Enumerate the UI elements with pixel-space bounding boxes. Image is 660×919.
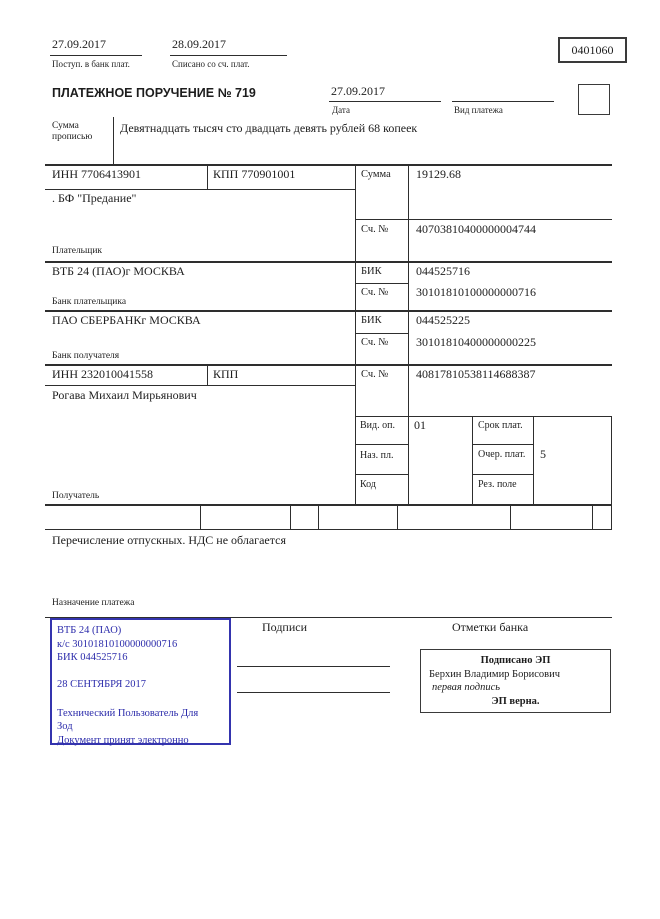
payer-kpp: КПП 770901001 bbox=[213, 167, 296, 181]
bank-stamp-title: Подписано ЭП bbox=[480, 655, 551, 666]
sum-row-underline bbox=[355, 219, 612, 220]
payee-name: Рогава Михаил Мирьянович bbox=[52, 388, 197, 402]
signature-line-2 bbox=[237, 692, 390, 693]
payer-section-line bbox=[45, 261, 612, 263]
table-top-line bbox=[45, 164, 612, 166]
stamp-user: Технический Пользователь Для Зод bbox=[57, 707, 199, 733]
op-section-top-line bbox=[355, 416, 612, 417]
fields-row-bottom-line bbox=[45, 529, 612, 530]
naz-pl-underline bbox=[355, 474, 408, 475]
payer-section-label: Плательщик bbox=[52, 246, 103, 256]
payer-bank-bik-label: БИК bbox=[361, 266, 382, 277]
signature-line-1 bbox=[237, 666, 390, 667]
field-row-divider-3 bbox=[318, 504, 319, 530]
amount-words-label: Сумма прописью bbox=[52, 121, 93, 142]
payee-bank-name: ПАО СБЕРБАНКг МОСКВА bbox=[52, 313, 201, 327]
date-label: Дата bbox=[332, 105, 350, 115]
payment-kind-label: Вид платежа bbox=[454, 105, 503, 115]
payee-section-label: Получатель bbox=[52, 491, 100, 501]
payee-inn-kpp-divider bbox=[207, 364, 208, 386]
payeebank-section-line bbox=[45, 364, 612, 366]
payee-bank-account-label: Сч. № bbox=[361, 337, 389, 348]
payee-bank-bik-label: БИК bbox=[361, 315, 382, 326]
op-col-divider-2 bbox=[533, 416, 534, 505]
ocher-plat-underline bbox=[472, 474, 533, 475]
debited-date: 28.09.2017 bbox=[172, 37, 226, 51]
payer-bank-section-label: Банк плательщика bbox=[52, 297, 127, 307]
field-row-divider-4 bbox=[397, 504, 398, 530]
payee-account: 40817810538114688387 bbox=[416, 367, 536, 381]
amount-words-divider bbox=[113, 117, 114, 165]
field-row-divider-1 bbox=[200, 504, 201, 530]
payee-account-label: Сч. № bbox=[361, 369, 389, 380]
srok-plat-underline bbox=[472, 444, 533, 445]
field-row-divider-2 bbox=[290, 504, 291, 530]
received-date-underline bbox=[50, 55, 142, 56]
payee-section-line bbox=[45, 504, 612, 506]
amount-words-text: Девятнадцать тысяч сто двадцать девять рублей 68 копеек bbox=[120, 121, 418, 135]
document-title: ПЛАТЕЖНОЕ ПОРУЧЕНИЕ № 719 bbox=[52, 86, 256, 100]
bank-stamp-verified: ЭП верна. bbox=[491, 695, 540, 707]
payee-kpp-label: КПП bbox=[213, 367, 239, 381]
payer-inn-underline bbox=[45, 189, 355, 190]
stamp-corr-account: к/с 30101810100000000716 bbox=[57, 638, 178, 650]
srok-plat-label: Срок плат. bbox=[478, 420, 523, 431]
bank-stamp-signature-type: первая подпись bbox=[432, 682, 501, 694]
payer-bank-account: 30101810100000000716 bbox=[416, 285, 536, 299]
stamp-bik: БИК 044525716 bbox=[57, 652, 128, 664]
sum-value: 19129.68 bbox=[416, 167, 461, 181]
payer-inn-kpp-divider bbox=[207, 164, 208, 190]
payer-name: . БФ "Предание" bbox=[52, 191, 137, 205]
form-code-box: 0401060 bbox=[558, 37, 627, 63]
payee-bank-account: 30101810400000000225 bbox=[416, 335, 536, 349]
payer-account: 40703810400000004744 bbox=[416, 222, 536, 236]
purpose-label: Назначение платежа bbox=[52, 598, 135, 608]
stamp-note: Документ принят электронно bbox=[57, 734, 189, 746]
date-underline bbox=[329, 101, 441, 102]
payer-account-label: Сч. № bbox=[361, 224, 389, 235]
received-date: 27.09.2017 bbox=[52, 37, 106, 51]
op-col-divider-1 bbox=[472, 416, 473, 505]
payee-inn-underline bbox=[45, 385, 355, 386]
payment-kind-underline bbox=[452, 101, 554, 102]
payee-bank-section-label: Банк получателя bbox=[52, 351, 120, 361]
op-right-edge bbox=[611, 416, 612, 505]
payer-bank-bik: 044525716 bbox=[416, 264, 470, 278]
bank-stamp-signer: Берхин Владимир Борисович bbox=[429, 668, 560, 680]
payer-bank-account-label: Сч. № bbox=[361, 287, 389, 298]
field-row-right-edge bbox=[611, 504, 612, 530]
payee-inn: ИНН 232010041558 bbox=[52, 367, 153, 381]
sum-label: Сумма bbox=[361, 169, 391, 180]
debited-date-underline bbox=[170, 55, 287, 56]
rez-pole-label: Рез. поле bbox=[478, 479, 517, 490]
stamp-bank-name: ВТБ 24 (ПАО) bbox=[57, 625, 122, 636]
payer-bank-name: ВТБ 24 (ПАО)г МОСКВА bbox=[52, 264, 185, 278]
payerbank-section-line bbox=[45, 310, 612, 312]
payeebank-bik-underline bbox=[355, 333, 408, 334]
naz-pl-label: Наз. пл. bbox=[360, 450, 394, 461]
table-label-col-divider bbox=[355, 164, 356, 505]
signatures-label: Подписи bbox=[262, 620, 308, 634]
field-row-divider-5 bbox=[510, 504, 511, 530]
kod-label: Код bbox=[360, 479, 376, 490]
received-date-label: Поступ. в банк плат. bbox=[52, 59, 130, 69]
ocher-plat-label: Очер. плат. bbox=[478, 449, 526, 460]
vid-op-value: 01 bbox=[414, 418, 426, 432]
payee-bank-bik: 044525225 bbox=[416, 313, 470, 327]
vid-op-underline bbox=[355, 444, 408, 445]
bank-marks-label: Отметки банка bbox=[452, 620, 529, 634]
ocher-plat-value: 5 bbox=[540, 447, 546, 461]
field-row-divider-6 bbox=[592, 504, 593, 530]
stamp-date: 28 СЕНТЯБРЯ 2017 bbox=[57, 678, 146, 690]
payer-bank-electronic-stamp bbox=[50, 618, 231, 745]
table-value-col-divider bbox=[408, 164, 409, 505]
document-date: 27.09.2017 bbox=[331, 84, 385, 98]
purpose-text: Перечисление отпускных. НДС не облагается bbox=[52, 533, 286, 547]
payment-kind-box bbox=[578, 84, 610, 115]
payer-inn: ИНН 7706413901 bbox=[52, 167, 141, 181]
debited-date-label: Списано со сч. плат. bbox=[172, 59, 250, 69]
payerbank-bik-underline bbox=[355, 283, 408, 284]
vid-op-label: Вид. оп. bbox=[360, 420, 395, 431]
bank-signature-stamp bbox=[420, 649, 611, 713]
